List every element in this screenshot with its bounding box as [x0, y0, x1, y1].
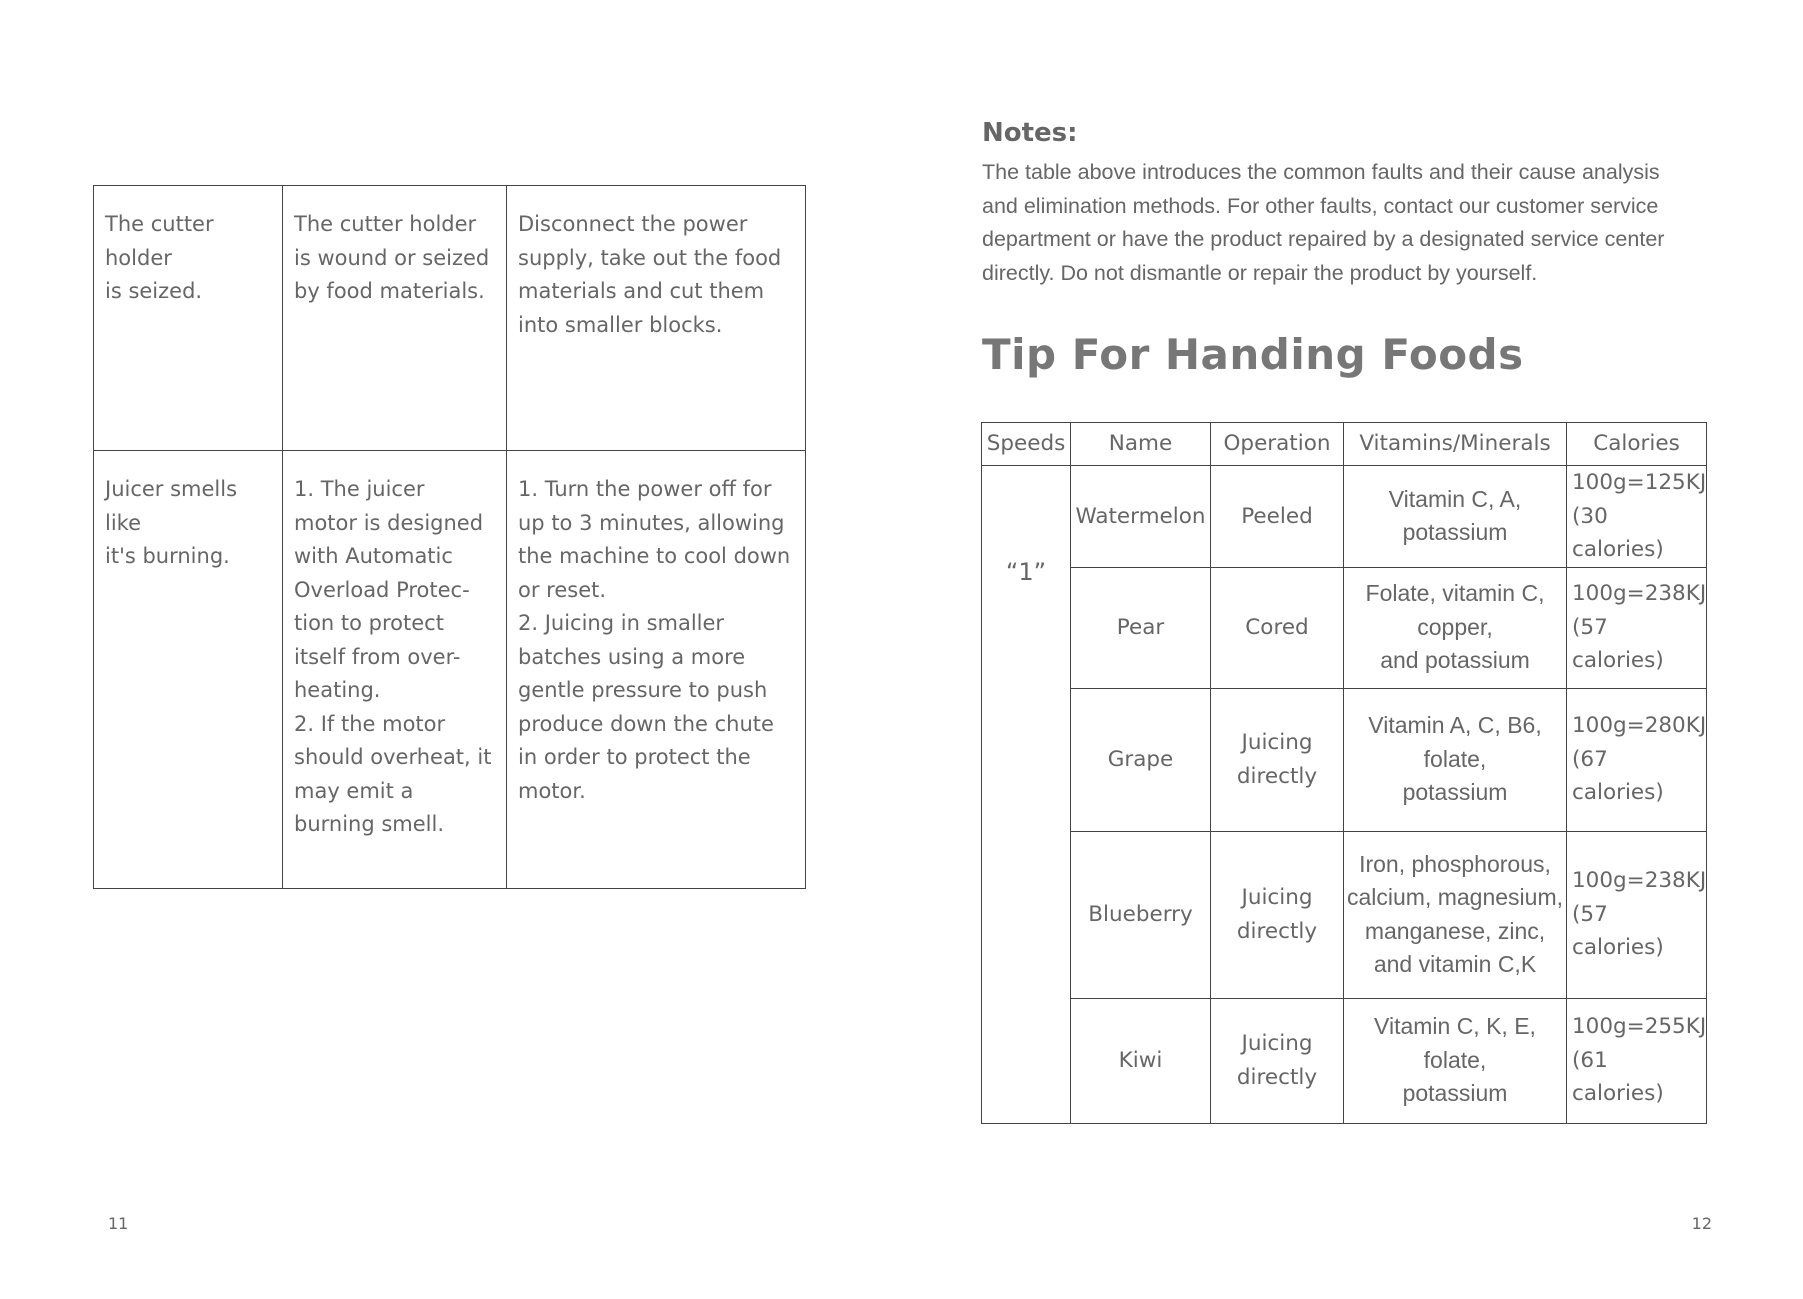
section-title: Tip For Handing Foods — [982, 330, 1524, 379]
problem-cell: The cutter holder is seized. — [94, 186, 283, 451]
food-calories: 100g=255KJ (61 calories) — [1567, 998, 1707, 1123]
food-vitamins: Vitamin A, C, B6, folate, potassium — [1344, 688, 1567, 831]
table-row — [982, 998, 1707, 1123]
page-number: 11 — [108, 1214, 129, 1233]
table-row — [94, 451, 806, 889]
solution-cell: Disconnect the power supply, take out the food materials and cut them into smaller blocks. — [507, 186, 806, 451]
food-operation: Juicing directly — [1211, 688, 1344, 831]
food-name: Blueberry — [1071, 831, 1211, 998]
food-name: Grape — [1071, 688, 1211, 831]
food-vitamins: Vitamin C, A, potassium — [1344, 466, 1567, 568]
header-operation: Operation — [1211, 423, 1344, 466]
table-row — [982, 466, 1707, 568]
food-vitamins: Iron, phosphorous, calcium, magnesium, manganese, zinc, and vitamin C,K — [1344, 831, 1567, 998]
troubleshooting-table — [93, 185, 806, 889]
food-vitamins: Vitamin C, K, E, folate, potassium — [1344, 998, 1567, 1123]
header-calories: Calories — [1567, 423, 1707, 466]
food-tips-table — [981, 422, 1707, 1124]
food-calories: 100g=125KJ (30 calories) — [1567, 466, 1707, 568]
food-operation: Cored — [1211, 567, 1344, 688]
speed-cell: “1” — [982, 466, 1071, 1124]
left-page — [0, 0, 900, 1299]
notes-heading: Notes: — [982, 118, 1078, 148]
cause-cell: 1. The juicer motor is designed with Automatic Overload Protec- tion to protect itself from over- heating. 2. If the motor should overheat, it may emit a burning smell. — [283, 451, 507, 889]
table-row — [982, 688, 1707, 831]
food-calories: 100g=280KJ (67 calories) — [1567, 688, 1707, 831]
food-name: Pear — [1071, 567, 1211, 688]
food-operation: Peeled — [1211, 466, 1344, 568]
header-vitamins: Vitamins/Minerals — [1344, 423, 1567, 466]
cause-cell: The cutter holder is wound or seized by food materials. — [283, 186, 507, 451]
food-calories: 100g=238KJ (57 calories) — [1567, 831, 1707, 998]
table-row — [982, 831, 1707, 998]
food-name: Kiwi — [1071, 998, 1211, 1123]
header-speeds: Speeds — [982, 423, 1071, 466]
solution-cell: 1. Turn the power off for up to 3 minutes, allowing the machine to cool down or reset. 2. Juicing in smaller batches using a more gentle pressure to push produce down the chute in order to protect the motor. — [507, 451, 806, 889]
food-operation: Juicing directly — [1211, 831, 1344, 998]
notes-text: The table above introduces the common faults and their cause analysis and elimination methods. For other faults, contact our customer service department or have the product repaired by a designated service center directly. Do not dismantle or repair the product by yourself. — [982, 160, 1665, 285]
page-number: 12 — [1691, 1214, 1712, 1233]
food-calories: 100g=238KJ (57 calories) — [1567, 567, 1707, 688]
table-row — [982, 567, 1707, 688]
food-operation: Juicing directly — [1211, 998, 1344, 1123]
table-row — [94, 186, 806, 451]
table-header-row — [982, 423, 1707, 466]
header-name: Name — [1071, 423, 1211, 466]
food-vitamins: Folate, vitamin C, copper, and potassium — [1344, 567, 1567, 688]
food-name: Watermelon — [1071, 466, 1211, 568]
problem-cell: Juicer smells like it's burning. — [94, 451, 283, 889]
